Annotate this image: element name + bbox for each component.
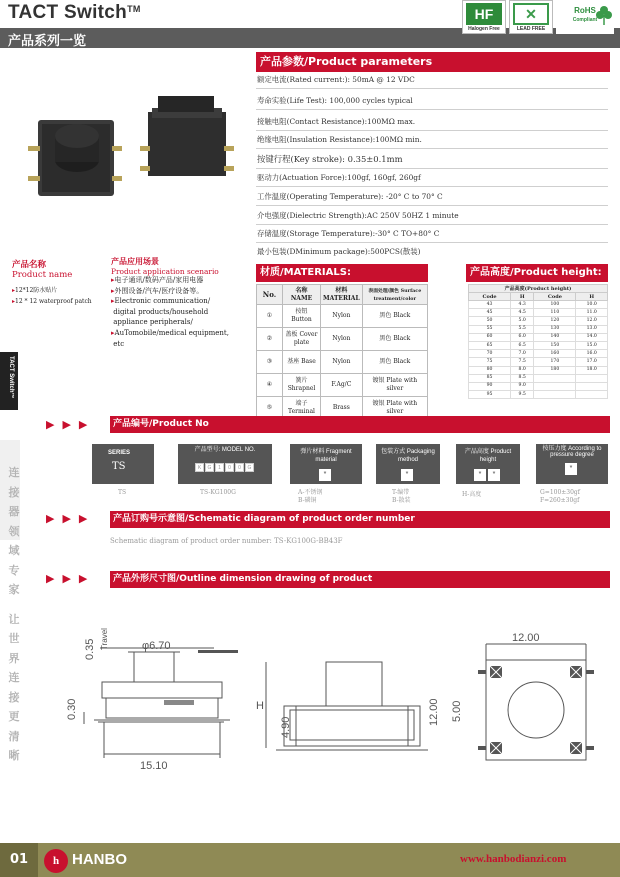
table-cell: 75 xyxy=(469,358,511,366)
series-box: SERIES TS xyxy=(92,444,154,484)
table-row: ③ 基座 Base Nylon 黑色 Black xyxy=(257,351,428,374)
table-cell: 130 xyxy=(534,325,576,333)
packaging-note: T-编带 B-散装 xyxy=(392,489,411,504)
clover-icon xyxy=(596,4,612,26)
table-cell: 160 xyxy=(534,350,576,358)
application-list: ▸电子通讯/数码产品/家用电器 ▸外围设备/汽车/医疗设备等。 ▸Electronic communication/ digital products/household appliance peripherals/ ▸AuTomobile/medical equipment, etc xyxy=(111,276,229,348)
height-note: H-高度 xyxy=(462,491,482,498)
fragment-box: 弹片材料 Fragment material * xyxy=(290,444,362,484)
rohs-badge: RoHS Compliant xyxy=(556,0,614,34)
dim-030: 0.30 xyxy=(66,698,78,720)
table-row xyxy=(469,333,608,341)
outline-heading: 产品外形尺寸图/Outline dimension drawing of product xyxy=(110,571,610,588)
table-row xyxy=(469,301,608,309)
table-cell: 90 xyxy=(469,382,511,390)
param-row: 按键行程(Key stroke): 0.35±0.1mm xyxy=(256,150,608,169)
table-row xyxy=(469,382,608,390)
series-note: TS xyxy=(118,489,127,496)
table-cell: 10.0 xyxy=(576,301,608,309)
table-cell: 6.5 xyxy=(511,341,534,349)
table-cell: 8.0 xyxy=(511,366,534,374)
table-row xyxy=(469,366,608,374)
model-box: 产品型号: MODEL NO. K G 1 0 0 G xyxy=(178,444,272,484)
table-cell: 55 xyxy=(469,325,511,333)
table-row: ② 盖板 Cover plate Nylon 黑色 Black xyxy=(257,328,428,351)
table-cell xyxy=(576,382,608,390)
table-row xyxy=(469,374,608,382)
table-cell: 7.5 xyxy=(511,358,534,366)
model-note: TS-KG100G xyxy=(200,489,236,496)
table-row xyxy=(469,350,608,358)
application-block: 产品应用场景 Product application scenario xyxy=(111,257,219,276)
product-photo xyxy=(20,90,250,230)
params-heading: 产品参数/Product parameters xyxy=(256,52,610,72)
table-cell xyxy=(534,391,576,399)
dim-1510: 15.10 xyxy=(140,760,168,772)
side-tab: TACT Switch™ xyxy=(0,352,18,410)
front-view-drawing xyxy=(256,648,446,768)
table-cell: 4.3 xyxy=(511,301,534,309)
dim-490: 4.90 xyxy=(280,716,292,738)
lead-free-badge: ✕ LEAD FREE xyxy=(509,0,553,34)
table-cell: 7.0 xyxy=(511,350,534,358)
brand-name: HANBO xyxy=(72,851,127,868)
table-cell: 4.5 xyxy=(511,309,534,317)
packaging-box: 包装方式 Packaging method * xyxy=(376,444,440,484)
section-arrows: ▶▶▶ xyxy=(46,572,96,585)
table-cell xyxy=(576,391,608,399)
table-cell: 120 xyxy=(534,317,576,325)
table-row xyxy=(469,325,608,333)
dim-1200-horizontal: 12.00 xyxy=(512,632,540,644)
table-cell: 5.5 xyxy=(511,325,534,333)
table-cell: 14.0 xyxy=(576,333,608,341)
table-cell: 60 xyxy=(469,333,511,341)
table-cell: 13.0 xyxy=(576,325,608,333)
table-cell xyxy=(576,374,608,382)
dim-500: 5.00 xyxy=(451,700,463,722)
param-row: 驱动力(Actuation Force):100gf, 160gf, 260gf xyxy=(256,168,608,187)
param-row: 寿命实验(Life Test): 100,000 cycles typical xyxy=(256,91,608,110)
side-slogan: 连 接 器 领 域 专 家 让 世 界 连 接 更 清 晰 xyxy=(8,466,20,762)
table-cell: 80 xyxy=(469,366,511,374)
height-heading: 产品高度/Product height: xyxy=(466,264,608,282)
table-cell: 12.0 xyxy=(576,317,608,325)
table-cell: 15.0 xyxy=(576,341,608,349)
table-cell: 5.0 xyxy=(511,317,534,325)
param-row: 接触电阻(Contact Resistance):100MΩ max. xyxy=(256,112,608,131)
table-cell: 16.0 xyxy=(576,350,608,358)
table-cell: 65 xyxy=(469,341,511,349)
table-cell: 150 xyxy=(534,341,576,349)
dim-h: H xyxy=(256,700,264,712)
product-no-heading: 产品编号/Product No xyxy=(110,416,610,433)
product-name-list: ▸12*12防水贴片 ▸12 * 12 waterproof patch xyxy=(12,287,92,305)
product-name-block: 产品名称 Product name xyxy=(12,260,73,280)
section-arrows: ▶▶▶ xyxy=(46,512,96,525)
param-row: 工作温度(Operating Temperature): -20° C to 70° C xyxy=(256,187,608,206)
table-cell: 140 xyxy=(534,333,576,341)
table-cell: 180 xyxy=(534,366,576,374)
table-cell: 8.5 xyxy=(511,374,534,382)
table-cell xyxy=(534,374,576,382)
table-row xyxy=(469,317,608,325)
dim-035: 0.35 xyxy=(84,638,96,660)
table-row xyxy=(469,309,608,317)
table-cell: 110 xyxy=(534,309,576,317)
param-row: 最小包装(DMinimum package):500PCS(散装) xyxy=(257,247,421,256)
param-row: 额定电流(Rated current:): 50mA @ 12 VDC xyxy=(256,70,608,89)
table-cell: 95 xyxy=(469,391,511,399)
materials-table: No. 名称 NAME 材料 MATERIAL 表面处理/颜色 Surface treatment/color ① 按钮 Button Nylon 黑色 Black ② 盖板 Cover plate Nylon 黑色 Black ③ 基座 Base Nylon 黑色 Black ④ 簧片 Shrapnel F.Ag/C 镀银 Plate with silver ⑤ 端子 Terminal Brass 镀银 Plate with silver xyxy=(256,284,428,420)
table-cell: 9.0 xyxy=(511,382,534,390)
materials-heading: 材质/MATERIALS: xyxy=(256,264,428,282)
table-row xyxy=(469,391,608,399)
table-cell: 50 xyxy=(469,317,511,325)
table-cell: 6.0 xyxy=(511,333,534,341)
table-cell: 17.0 xyxy=(576,358,608,366)
table-row: ④ 簧片 Shrapnel F.Ag/C 镀银 Plate with silver xyxy=(257,374,428,397)
table-cell: 85 xyxy=(469,374,511,382)
table-row xyxy=(469,358,608,366)
hanbo-logo-icon: h xyxy=(44,849,68,873)
table-cell xyxy=(534,382,576,390)
table-row: ① 按钮 Button Nylon 黑色 Black xyxy=(257,305,428,328)
table-cell: 18.0 xyxy=(576,366,608,374)
table-row: ⑤ 端子 Terminal Brass 镀银 Plate with silver xyxy=(257,397,428,420)
height-table: 产品高度(Product height) Code H Code H 43 4.3 100 10.0 45 4.5 110 11.0 50 5.0 120 12.0 55 5.5 130 13.0 60 6.0 140 14.0 65 6.5 150 15.0 70 7.0 160 16.0 75 7.5 170 17.0 80 8.0 180 18.0 85 8.5 90 9.0 95 9.5 xyxy=(468,284,608,399)
param-row: 绝缘电阻(Insulation Resistance):100MΩ min. xyxy=(256,130,608,149)
page-number: 01 xyxy=(0,843,38,877)
table-row xyxy=(469,341,608,349)
height-box: 产品高度 Product height * * xyxy=(456,444,520,484)
order-text: Schematic diagram of product order number: TS-KG100G-BB43F xyxy=(110,537,343,545)
table-cell: 43 xyxy=(469,301,511,309)
order-heading: 产品订购号示意图/Schematic diagram of product order number xyxy=(110,511,610,528)
table-cell: 45 xyxy=(469,309,511,317)
table-cell: 11.0 xyxy=(576,309,608,317)
website-link[interactable]: www.hanbodianzi.com xyxy=(460,853,567,865)
table-cell: 9.5 xyxy=(511,391,534,399)
fragment-note: A-不锈钢 B-磷铜 xyxy=(298,489,323,504)
table-cell: 70 xyxy=(469,350,511,358)
section-arrows: ▶▶▶ xyxy=(46,418,96,431)
page-subtitle: 产品系列一览 xyxy=(8,34,87,49)
dim-670: φ6.70 xyxy=(142,640,171,652)
dim-1200-vertical: 12.00 xyxy=(428,698,440,726)
top-view-drawing xyxy=(456,636,606,766)
param-row: 存储温度(Storage Temperature):-30° C TO+80° C xyxy=(256,224,608,243)
footer xyxy=(0,843,620,877)
force-note: G=100±30gf F=260±30gf xyxy=(540,489,580,504)
table-cell: 100 xyxy=(534,301,576,309)
table-cell: 170 xyxy=(534,358,576,366)
dim-travel: Travel xyxy=(100,628,109,650)
param-row: 介电强度(Dielectric Strength):AC 250V 50HZ 1 minute xyxy=(256,206,608,225)
force-box: 按压力度 According to pressure degree * xyxy=(536,444,608,484)
page-title: TACT Switch™ xyxy=(8,2,141,23)
halogen-free-badge: HF Halogen Free xyxy=(462,0,506,34)
